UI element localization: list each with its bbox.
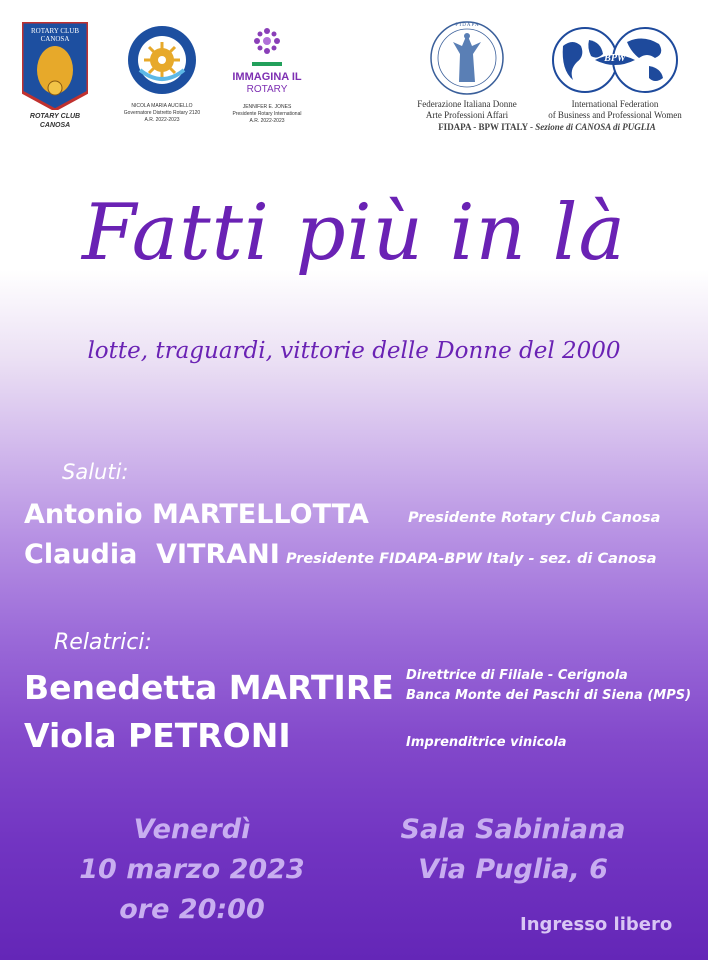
bpw-globe-label: BPW <box>604 53 626 64</box>
rotary-canosa-caption-1: ROTARY CLUB <box>29 113 81 120</box>
relatrici-label: Relatrici: <box>54 630 152 655</box>
imagine-name: JENNIFER E. JONES <box>242 104 292 110</box>
free-entry-note: Ingresso libero <box>520 914 673 935</box>
imagine-role: Presidente Rotary International <box>232 111 302 117</box>
event-time: ore 20:00 <box>119 894 265 925</box>
event-date: 10 marzo 2023 <box>79 854 305 885</box>
speaker-role-martire-1: Direttrice di Filiale - Cerignola <box>406 668 628 683</box>
speaker-name-petroni: Viola PETRONI <box>24 716 291 755</box>
poster-subtitle: lotte, traguardi, vittorie delle Donne del 2000 <box>87 338 621 364</box>
imagine-year: A.R. 2022-2023 <box>249 118 285 124</box>
governor-role: Governatore Distretto Rotary 2120 <box>123 110 201 116</box>
fidapa-winged-victory-icon <box>429 20 505 96</box>
fidapa-ring-text: F I D A P A <box>455 23 479 28</box>
bpw-name-2: of Business and Professional Women <box>548 110 682 120</box>
fidapa-section-line <box>392 122 702 132</box>
poster-title: Fatti più in là <box>81 188 627 278</box>
event-address: Via Puglia, 6 <box>418 854 608 885</box>
fidapa-name-2: Arte Professioni Affari <box>425 110 509 120</box>
fidapa-section-italic: Sezione di CANOSA di PUGLIA <box>535 122 656 132</box>
governor-year: A.R. 2022-2023 <box>144 117 180 123</box>
speaker-role-petroni: Imprenditrice vinicola <box>406 735 567 750</box>
speaker-name-martire: Benedetta MARTIRE <box>24 668 394 707</box>
imagine-flower-icon <box>252 26 282 56</box>
event-venue: Sala Sabiniana <box>400 814 626 845</box>
speaker-role-vitrani: Presidente FIDAPA-BPW Italy - sez. di Canosa <box>286 551 657 567</box>
speaker-role-martire-2: Banca Monte dei Paschi di Siena (MPS) <box>406 688 692 703</box>
fidapa-section-bold: FIDAPA - BPW ITALY - <box>438 122 536 132</box>
rotary-canosa-caption-2: CANOSA <box>39 122 71 129</box>
imagine-rotary-logo <box>222 26 312 136</box>
governor-logo <box>112 24 212 134</box>
governor-name: NICOLA MARIA AUCIELLO <box>131 103 193 109</box>
bpw-name-1: International Federation <box>571 99 659 109</box>
rotary-wheel-seal-icon <box>126 24 198 96</box>
fidapa-logo <box>404 20 530 120</box>
speaker-name-martellotta: Antonio MARTELLOTTA <box>24 499 369 530</box>
speaker-role-martellotta: Presidente Rotary Club Canosa <box>408 510 661 526</box>
imagine-heading-1: IMMAGINA IL <box>232 71 302 83</box>
banner-city-text: CANOSA <box>40 35 70 43</box>
rotary-club-canosa-logo <box>22 22 88 134</box>
saluti-label: Saluti: <box>62 460 129 484</box>
speaker-name-vitrani: Claudia VITRANI <box>24 539 280 570</box>
event-day: Venerdì <box>133 814 251 845</box>
imagine-heading-2: ROTARY <box>246 84 288 95</box>
bpw-logo <box>540 26 690 121</box>
fidapa-name-1: Federazione Italiana Donne <box>417 99 517 109</box>
imagine-green-bar <box>252 62 282 66</box>
banner-top-text: ROTARY CLUB <box>31 27 79 35</box>
